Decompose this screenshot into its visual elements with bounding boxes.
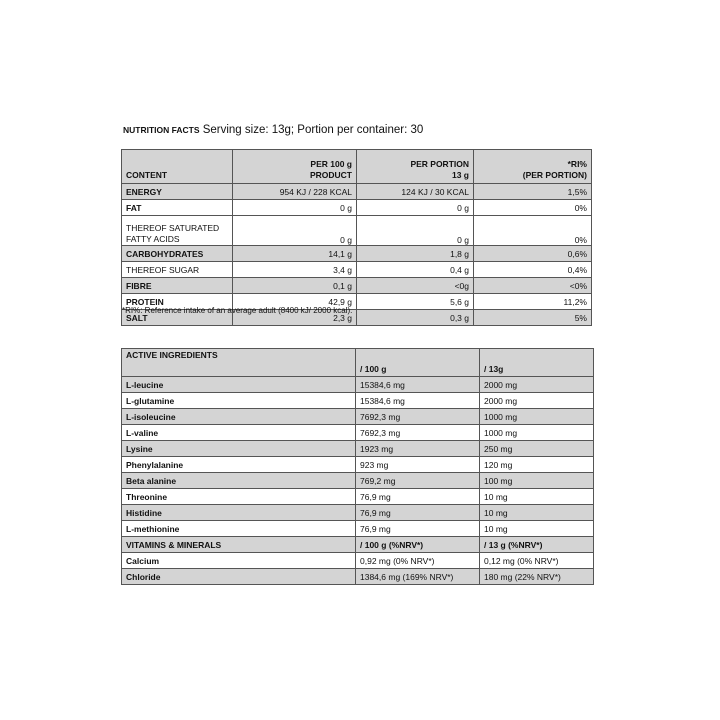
row-per100: 0,1 g bbox=[233, 278, 357, 294]
ingredient-row bbox=[122, 505, 594, 521]
header-per-100g bbox=[233, 150, 357, 184]
ingredient-per-100g: 7692,3 mg bbox=[356, 409, 480, 425]
ingredient-row bbox=[122, 425, 594, 441]
ingredient-per-13g: 2000 mg bbox=[480, 393, 594, 409]
ingredient-name: L-leucine bbox=[122, 377, 356, 393]
ingredient-name: Beta alanine bbox=[122, 473, 356, 489]
ingredient-per-100g: 7692,3 mg bbox=[356, 425, 480, 441]
ingredient-per-100g: 76,9 mg bbox=[356, 505, 480, 521]
ingredient-per-100g: 1923 mg bbox=[356, 441, 480, 457]
ingredient-name: Histidine bbox=[122, 505, 356, 521]
vitamin-name: Chloride bbox=[122, 569, 356, 585]
ingredient-per-13g: 100 mg bbox=[480, 473, 594, 489]
row-ri: 0% bbox=[474, 200, 592, 216]
row-per100: 0 g bbox=[233, 216, 357, 246]
ingredient-per-100g: 769,2 mg bbox=[356, 473, 480, 489]
header-per-100g: / 100 g bbox=[356, 349, 480, 377]
vitamin-per-100g: 0,92 mg (0% NRV*) bbox=[356, 553, 480, 569]
row-ri: <0% bbox=[474, 278, 592, 294]
ri-footnote: *RI%: Reference intake of an average adult (8400 kJ/ 2000 kcal). bbox=[122, 306, 353, 315]
row-per100: 954 KJ / 228 KCAL bbox=[233, 184, 357, 200]
row-portion: 0,3 g bbox=[357, 310, 474, 326]
row-portion: 124 KJ / 30 KCAL bbox=[357, 184, 474, 200]
ingredient-row bbox=[122, 409, 594, 425]
row-ri: 11,2% bbox=[474, 294, 592, 310]
header-ri bbox=[474, 150, 592, 184]
ingredients-header-row bbox=[122, 349, 594, 377]
row-label: THEREOF SATURATED FATTY ACIDS bbox=[122, 216, 233, 246]
header-per-portion-line2: 13 g bbox=[451, 170, 469, 180]
row-label: ENERGY bbox=[122, 184, 233, 200]
ingredient-row bbox=[122, 521, 594, 537]
ingredient-row bbox=[122, 393, 594, 409]
nutrition-facts-title bbox=[123, 124, 423, 136]
nutrition-table bbox=[121, 149, 592, 326]
header-per-portion-line1: PER PORTION bbox=[410, 159, 469, 169]
ingredient-per-100g: 15384,6 mg bbox=[356, 393, 480, 409]
vitamin-per-13g: 180 mg (22% NRV*) bbox=[480, 569, 594, 585]
nutrition-row-carbohydrates bbox=[122, 246, 592, 262]
row-label: FIBRE bbox=[122, 278, 233, 294]
header-vitamins-per-100g: / 100 g (%NRV*) bbox=[356, 537, 480, 553]
ingredient-name: L-valine bbox=[122, 425, 356, 441]
ingredient-row bbox=[122, 377, 594, 393]
header-vitamins-minerals: VITAMINS & MINERALS bbox=[122, 537, 356, 553]
ingredient-per-13g: 10 mg bbox=[480, 489, 594, 505]
ingredient-per-13g: 2000 mg bbox=[480, 377, 594, 393]
header-active-ingredients: ACTIVE INGREDIENTS bbox=[122, 349, 356, 377]
header-per-100g-line1: PER 100 g bbox=[310, 159, 352, 169]
ingredient-name: L-glutamine bbox=[122, 393, 356, 409]
vitamin-per-100g: 1384,6 mg (169% NRV*) bbox=[356, 569, 480, 585]
row-portion: 0 g bbox=[357, 200, 474, 216]
nutrition-header-row bbox=[122, 150, 592, 184]
row-label: THEREOF SUGAR bbox=[122, 262, 233, 278]
row-label: FAT bbox=[122, 200, 233, 216]
title-bold: NUTRITION FACTS bbox=[123, 125, 200, 135]
ingredient-name: Lysine bbox=[122, 441, 356, 457]
header-per-100g-line2: PRODUCT bbox=[309, 170, 352, 180]
header-per-13g: / 13g bbox=[480, 349, 594, 377]
header-content: CONTENT bbox=[122, 150, 233, 184]
ingredient-row bbox=[122, 489, 594, 505]
ingredient-name: Threonine bbox=[122, 489, 356, 505]
nutrition-row-sugar bbox=[122, 262, 592, 278]
ingredient-name: L-isoleucine bbox=[122, 409, 356, 425]
header-per-portion bbox=[357, 150, 474, 184]
row-portion: 5,6 g bbox=[357, 294, 474, 310]
vitamins-header-row bbox=[122, 537, 594, 553]
row-label: SALT bbox=[122, 310, 233, 326]
ingredient-name: Phenylalanine bbox=[122, 457, 356, 473]
row-per100: 2,3 g bbox=[233, 310, 357, 326]
ingredient-per-100g: 15384,6 mg bbox=[356, 377, 480, 393]
nutrition-row-fibre bbox=[122, 278, 592, 294]
ingredient-per-100g: 76,9 mg bbox=[356, 489, 480, 505]
ingredient-per-13g: 10 mg bbox=[480, 505, 594, 521]
ingredient-per-100g: 76,9 mg bbox=[356, 521, 480, 537]
vitamin-per-13g: 0,12 mg (0% NRV*) bbox=[480, 553, 594, 569]
row-ri: 0% bbox=[474, 216, 592, 246]
row-per100: 14,1 g bbox=[233, 246, 357, 262]
header-ri-line2: (PER PORTION) bbox=[522, 170, 587, 180]
ingredient-per-13g: 250 mg bbox=[480, 441, 594, 457]
row-ri: 0,6% bbox=[474, 246, 592, 262]
nutrition-row-saturated bbox=[122, 216, 592, 246]
row-per100: 42,9 g bbox=[233, 294, 357, 310]
header-vitamins-per-13g: / 13 g (%NRV*) bbox=[480, 537, 594, 553]
title-serving-info: Serving size: 13g; Portion per container: 30 bbox=[202, 124, 424, 136]
row-ri: 5% bbox=[474, 310, 592, 326]
ingredient-per-13g: 120 mg bbox=[480, 457, 594, 473]
active-ingredients-table bbox=[121, 348, 594, 585]
header-ri-line1: *RI% bbox=[567, 159, 587, 169]
ingredient-per-13g: 1000 mg bbox=[480, 425, 594, 441]
row-ri: 0,4% bbox=[474, 262, 592, 278]
ingredient-row bbox=[122, 457, 594, 473]
row-portion: 0 g bbox=[357, 216, 474, 246]
row-label: CARBOHYDRATES bbox=[122, 246, 233, 262]
row-portion: <0g bbox=[357, 278, 474, 294]
nutrition-row-fat bbox=[122, 200, 592, 216]
vitamin-row bbox=[122, 553, 594, 569]
nutrition-row-energy bbox=[122, 184, 592, 200]
ingredient-per-13g: 1000 mg bbox=[480, 409, 594, 425]
vitamin-row bbox=[122, 569, 594, 585]
row-ri: 1,5% bbox=[474, 184, 592, 200]
row-portion: 0,4 g bbox=[357, 262, 474, 278]
row-per100: 3,4 g bbox=[233, 262, 357, 278]
row-per100: 0 g bbox=[233, 200, 357, 216]
ingredient-per-13g: 10 mg bbox=[480, 521, 594, 537]
ingredient-name: L-methionine bbox=[122, 521, 356, 537]
vitamin-name: Calcium bbox=[122, 553, 356, 569]
row-portion: 1,8 g bbox=[357, 246, 474, 262]
row-label: PROTEIN bbox=[122, 294, 233, 310]
ingredient-row bbox=[122, 473, 594, 489]
ingredient-per-100g: 923 mg bbox=[356, 457, 480, 473]
ingredient-row bbox=[122, 441, 594, 457]
